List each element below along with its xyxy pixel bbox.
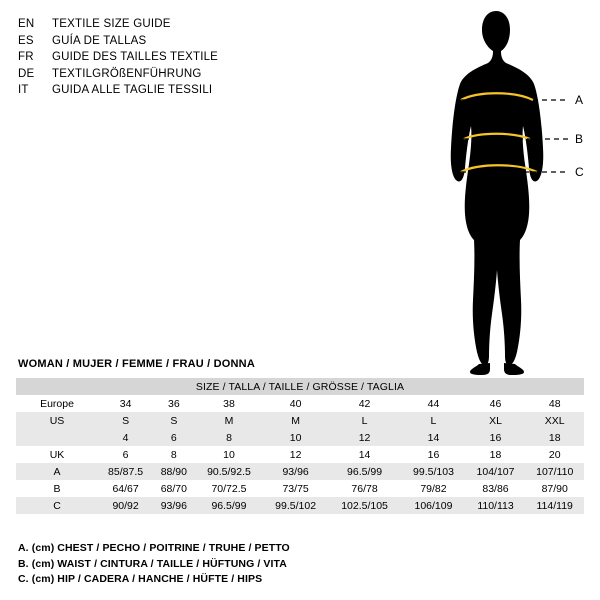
table-cell: 40 (289, 397, 302, 410)
table-cell: 93/96 (282, 465, 309, 478)
title-text: GUIDA ALLE TAGLIE TESSILI (52, 84, 213, 96)
table-cell: 83/86 (482, 482, 509, 495)
table-cell: 20 (548, 448, 561, 461)
table-cell: 16 (489, 431, 502, 444)
table-cell: 114/119 (536, 499, 573, 512)
row-label (16, 429, 98, 446)
title-lang-code: ES (18, 34, 34, 47)
table-cell: 16 (427, 448, 440, 461)
table-cell: XL (489, 414, 502, 427)
table-cell: 12 (358, 431, 371, 444)
table-cell: 42 (358, 397, 371, 410)
table-cell: 87/90 (541, 482, 568, 495)
row-label: A (53, 465, 61, 478)
table-cell: 64/67 (112, 482, 139, 495)
table-cell: S (170, 414, 178, 427)
title-row (18, 49, 348, 66)
table-cell: 79/82 (420, 482, 447, 495)
table-cell: 110/113 (477, 499, 514, 512)
female-silhouette-figure (420, 8, 590, 378)
table-row (16, 497, 584, 514)
size-table (16, 378, 584, 514)
table-cell: 73/75 (282, 482, 309, 495)
table-cell: L (361, 414, 368, 427)
table-cell: 18 (489, 448, 502, 461)
table-cell: 99.5/103 (413, 465, 454, 478)
row-label: Europe (40, 397, 74, 410)
table-cell: 93/96 (160, 499, 187, 512)
table-cell: 76/78 (351, 482, 378, 495)
table-cell: 90/92 (112, 499, 139, 512)
marker-label-b: B (575, 132, 584, 146)
table-cell: 90.5/92.5 (207, 465, 251, 478)
row-label: C (53, 499, 61, 512)
silhouette-icon (451, 11, 544, 375)
table-cell: 96.5/99 (211, 499, 247, 512)
table-row (16, 463, 584, 480)
table-cell: 99.5/102 (275, 499, 317, 512)
table-row (16, 480, 584, 497)
marker-label-a: A (575, 93, 584, 107)
table-cell: 102.5/105 (341, 499, 388, 512)
table-cell: 10 (223, 448, 235, 461)
table-cell: 8 (170, 448, 177, 461)
table-cell: 4 (122, 431, 129, 444)
title-text: GUÍA DE TALLAS (52, 34, 147, 47)
row-label: UK (49, 448, 65, 461)
table-cell: 46 (489, 397, 502, 410)
table-cell: 10 (289, 431, 302, 444)
measurement-legend (18, 541, 290, 588)
title-text: TEXTILGRÖßENFÜHRUNG (52, 67, 202, 80)
table-cell: 104/107 (476, 465, 515, 478)
table-header-cell: SIZE / TALLA / TAILLE / GRÖSSE / TAGLIA (195, 380, 405, 393)
title-text: GUIDE DES TAILLES TEXTILE (52, 51, 219, 63)
table-cell: S (122, 414, 130, 427)
table-cell: M (224, 414, 234, 427)
title-block (18, 16, 348, 99)
legend-line-b: B. (cm) WAIST / CINTURA / TAILLE / HÜFTUNG / VITA (18, 557, 287, 570)
table-cell: 70/72.5 (211, 482, 247, 495)
table-cell: 6 (122, 448, 129, 461)
table-cell: 14 (427, 431, 440, 444)
table-cell: 14 (358, 448, 371, 461)
title-row (18, 66, 348, 83)
table-cell: 6 (170, 431, 177, 444)
table-cell: XXL (544, 414, 565, 427)
legend-line-c: C. (cm) HIP / CADERA / HANCHE / HÜFTE / HIPS (18, 573, 263, 585)
legend-line-a: A. (cm) CHEST / PECHO / POITRINE / TRUHE / PETTO (18, 542, 290, 554)
table-row (16, 412, 584, 429)
table-row (16, 395, 584, 412)
table-cell: 12 (289, 448, 302, 461)
table-cell: 85/87.5 (108, 465, 144, 478)
title-row (18, 33, 348, 50)
table-cell: 96.5/99 (347, 465, 383, 478)
table-cell: 48 (548, 397, 561, 410)
table-cell: 68/70 (160, 482, 187, 495)
table-cell: 36 (167, 397, 180, 410)
table-cell: 8 (226, 431, 232, 444)
table-header-row (16, 378, 584, 395)
title-lang-code: FR (18, 51, 34, 63)
table-cell: 106/109 (414, 499, 453, 512)
title-row (18, 82, 348, 99)
table-cell: 18 (548, 431, 561, 444)
row-label: US (49, 414, 65, 427)
table-cell: L (430, 414, 437, 427)
table-cell: 38 (223, 397, 235, 410)
table-row (16, 429, 584, 446)
section-header-woman: WOMAN / MUJER / FEMME / FRAU / DONNA (18, 358, 255, 370)
table-cell: 44 (427, 397, 440, 410)
title-lang-code: IT (18, 84, 29, 96)
size-table-container (16, 378, 584, 514)
table-row (16, 446, 584, 463)
table-cell: M (291, 414, 300, 427)
table-cell: 107/110 (536, 465, 574, 478)
row-label: B (53, 482, 61, 495)
title-lang-code: DE (18, 67, 35, 80)
title-row (18, 16, 348, 33)
table-cell: 88/90 (160, 465, 187, 478)
title-text: TEXTILE SIZE GUIDE (52, 18, 171, 30)
marker-label-c: C (575, 165, 584, 179)
table-cell: 34 (119, 397, 132, 410)
title-lang-code: EN (18, 18, 35, 30)
